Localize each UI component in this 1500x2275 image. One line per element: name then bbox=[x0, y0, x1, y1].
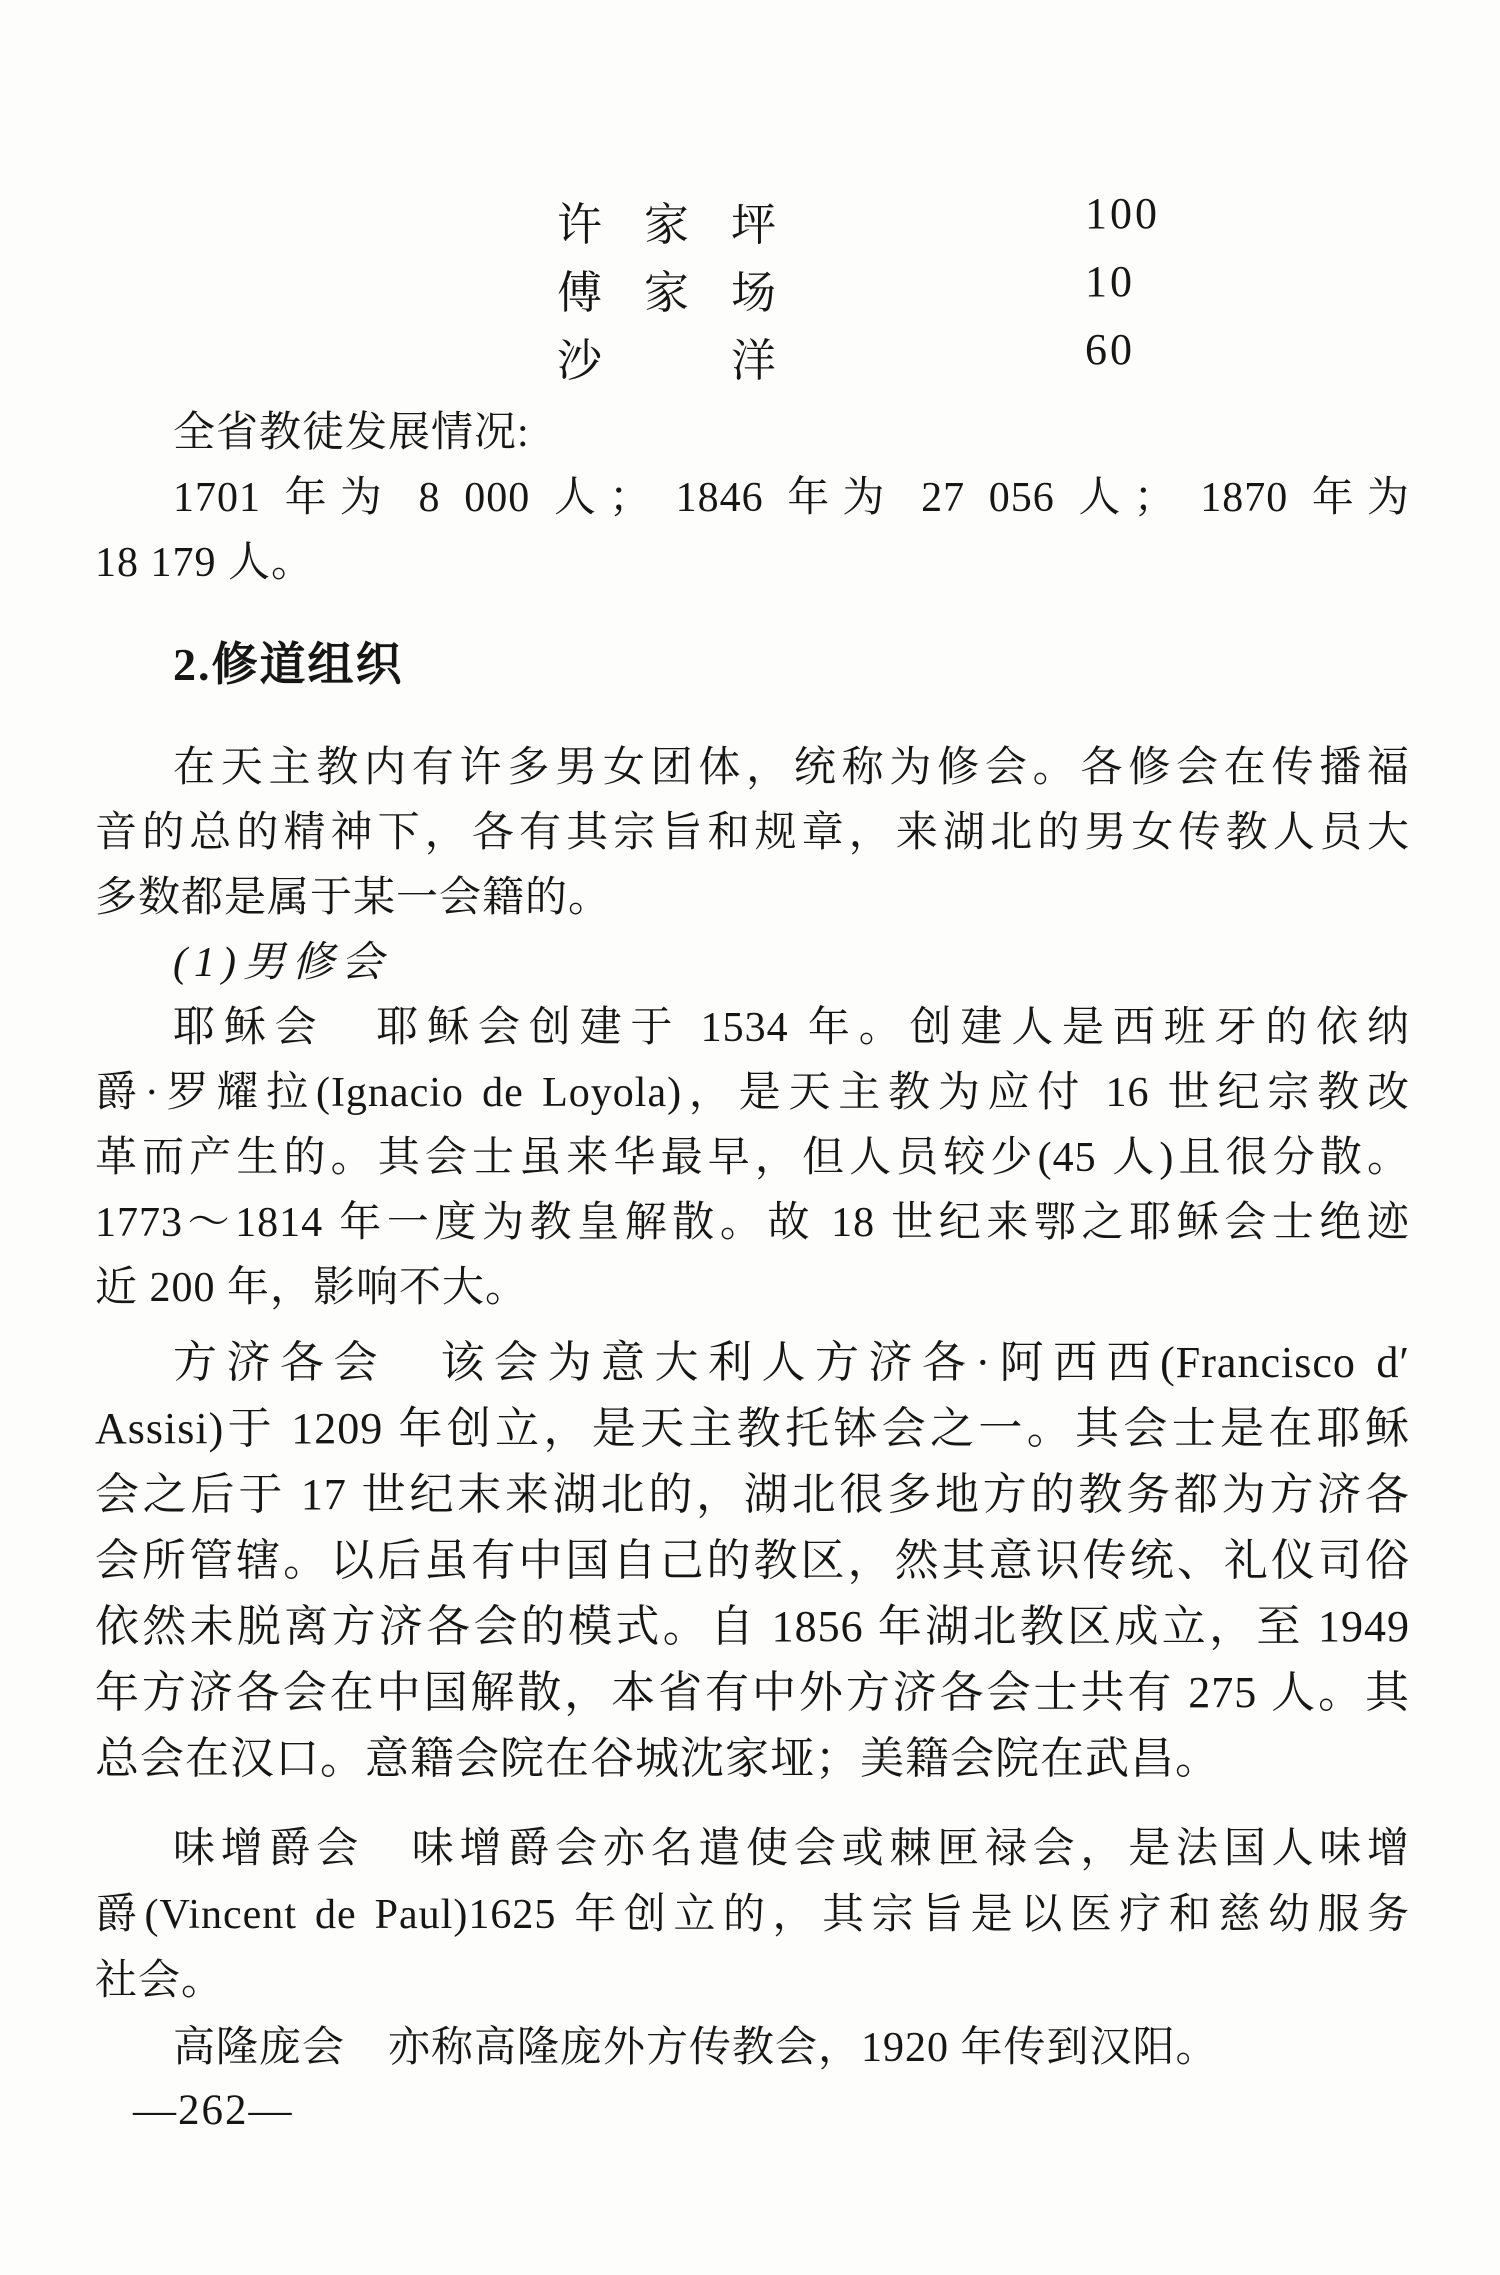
text-line: Assisi)于 1209 年创立，是天主教托钵会之一。其会士是在耶稣 bbox=[95, 1404, 1410, 1453]
place-value: 10 bbox=[1085, 257, 1135, 306]
table-row bbox=[95, 188, 1410, 256]
text-line: 在天主教内有许多男女团体，统称为修会。各修会在传播福 bbox=[173, 745, 1410, 791]
table-row bbox=[95, 324, 1410, 392]
text-line: 革而产生的。其会士虽来华最早，但人员较少(45 人)且很分散。 bbox=[95, 1135, 1410, 1181]
section-heading-row bbox=[95, 628, 1410, 694]
page-number: —262— bbox=[133, 2087, 294, 2134]
text-line: 会所管辖。以后虽有中国自己的教区，然其意识传统、礼仪司俗 bbox=[95, 1536, 1410, 1585]
paragraph-franciscan bbox=[95, 1330, 1410, 1792]
stats-heading: 全省教徒发展情况: bbox=[173, 410, 530, 456]
text-line: 近 200 年，影响不大。 bbox=[95, 1265, 529, 1311]
section-heading: 2.修道组织 bbox=[173, 639, 404, 690]
paragraph-vincentian bbox=[95, 1816, 1410, 2014]
place-value: 60 bbox=[1085, 325, 1135, 374]
text-line: 耶稣会 耶稣会创建于 1534 年。创建人是西班牙的依纳 bbox=[173, 1005, 1410, 1051]
subsection-heading-row bbox=[95, 929, 1410, 989]
place-name: 傅家场 bbox=[557, 268, 819, 318]
station-table bbox=[95, 188, 1410, 392]
text-line: 音的总的精神下，各有其宗旨和规章，来湖北的男女传教人员大 bbox=[95, 810, 1410, 856]
place-name: 沙 洋 bbox=[557, 336, 819, 386]
text-line: 18 179 人。 bbox=[95, 540, 315, 586]
text-line: 高隆庞会 亦称高隆庞外方传教会，1920 年传到汉阳。 bbox=[173, 2025, 1219, 2071]
table-row bbox=[95, 256, 1410, 324]
text-line: 味增爵会 味增爵会亦名遣使会或棘匣禄会，是法国人味增 bbox=[173, 1826, 1410, 1872]
text-line: 社会。 bbox=[95, 1958, 225, 2004]
text-line: 方济各会 该会为意大利人方济各·阿西西(Francisco d′ bbox=[173, 1338, 1410, 1387]
text-line: 爵·罗耀拉(Ignacio de Loyola)，是天主教为应付 16 世纪宗教改 bbox=[95, 1070, 1410, 1116]
paragraph-jesuit bbox=[95, 996, 1410, 1321]
text-line: 1701 年为 8 000 人； 1846 年为 27 056 人； 1870 年为 bbox=[173, 475, 1410, 521]
place-value: 100 bbox=[1085, 189, 1160, 238]
text-line: 爵(Vincent de Paul)1625 年创立的，其宗旨是以医疗和慈幼服务 bbox=[95, 1892, 1410, 1938]
believer-stats bbox=[95, 401, 1410, 596]
paragraph-columban bbox=[95, 2016, 1410, 2081]
text-line: 总会在汉口。意籍会院在谷城沈家垭；美籍会院在武昌。 bbox=[95, 1734, 1220, 1783]
text-line: 多数都是属于某一会籍的。 bbox=[95, 875, 612, 921]
place-name: 许家坪 bbox=[557, 200, 819, 250]
text-line: 1773～1814 年一度为教皇解散。故 18 世纪来鄂之耶稣会士绝迹 bbox=[95, 1200, 1410, 1246]
text-line: 依然未脱离方济各会的模式。自 1856 年湖北教区成立，至 1949 bbox=[95, 1602, 1410, 1651]
text-line: 会之后于 17 世纪末来湖北的，湖北很多地方的教务都为方济各 bbox=[95, 1470, 1410, 1519]
paragraph-intro bbox=[95, 736, 1410, 931]
text-line: 年方济各会在中国解散，本省有中外方济各会士共有 275 人。其 bbox=[95, 1668, 1410, 1717]
subsection-heading: (1)男修会 bbox=[173, 940, 390, 986]
